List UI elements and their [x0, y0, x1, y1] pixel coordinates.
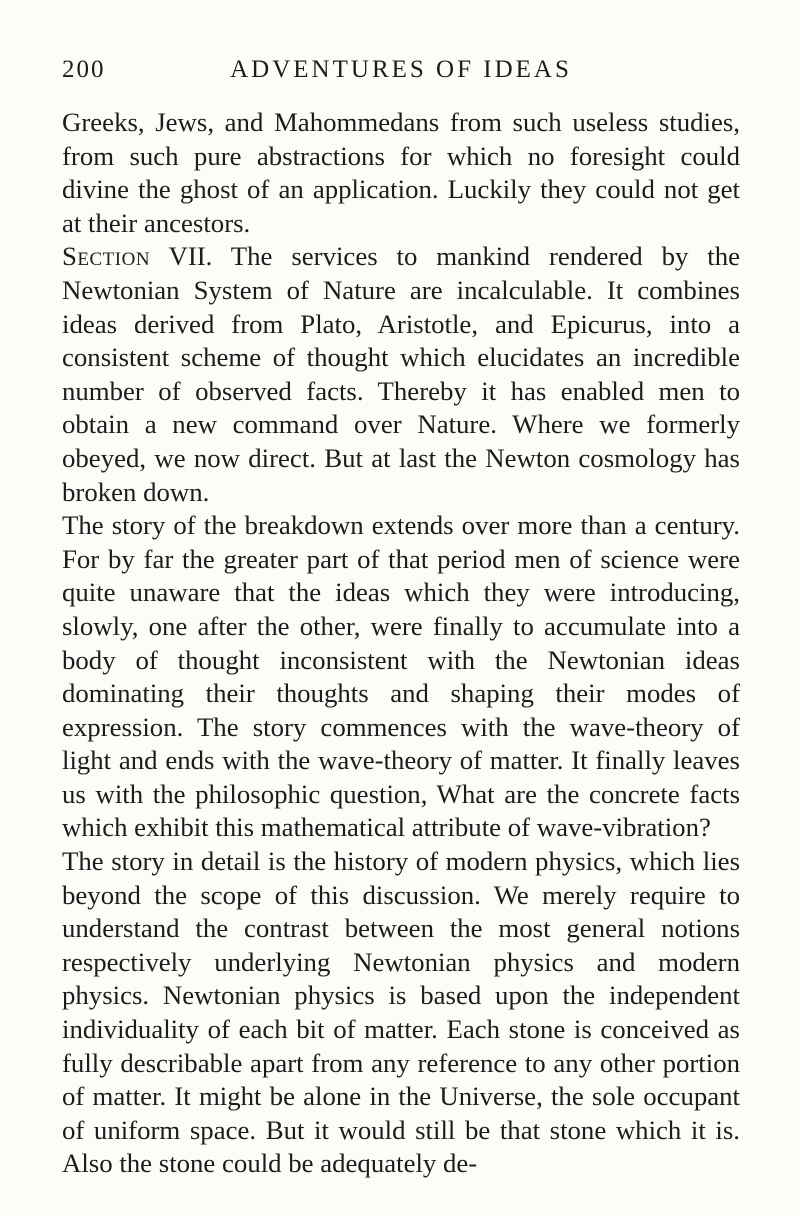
paragraph-4: [62, 845, 740, 1181]
paragraph-text: The story in detail is the history of modern physics, which lies beyond the scope of this discussion. We merely require to understand the contrast between the most general notions respectively underlying Newtonian physics and modern physics. Newtonian physics is based upon the independent individuality of each bit of matter. Each stone is conceived as fully describable apart from any reference to any other portion of matter. It might be alone in the Universe, the sole occupant of uniform space. But it would still be that stone which it is. Also the stone could be adequately de-: [62, 846, 740, 1179]
section-lead: Section: [62, 241, 151, 272]
paragraph-text: Greeks, Jews, and Mahommedans from such useless studies, from such pure abstractions for which no foresight could divine the ghost of an application. Luckily they could not get at their ancestors.: [62, 107, 740, 238]
paragraph-1: [62, 106, 740, 240]
paragraph-2: [62, 240, 740, 509]
paragraph-text: VII. The services to mankind rendered by the Newtonian System of Nature are incalculable. It combines ideas derived from Plato, Aristotle, and Epicurus, into a consistent scheme of thought which elucidates an incredible number of observed facts. Thereby it has enabled men to obtain a new command over Nature. Where we formerly obeyed, we now direct. But at last the Newton cosmology has broken down.: [62, 241, 740, 507]
body-text: [62, 106, 740, 1181]
page-number: 200: [62, 56, 106, 83]
running-head: [62, 56, 740, 96]
running-title: ADVENTURES OF IDEAS: [230, 56, 572, 83]
paragraph-3: [62, 509, 740, 845]
paragraph-text: The story of the breakdown extends over more than a century. For by far the greater part of that period men of science were quite unaware that the ideas which they were introducing, slowly, one after the other, were finally to accumulate into a body of thought inconsistent with the Newtonian ideas dominating their thoughts and shaping their modes of expression. The story commences with the wave-theory of light and ends with the wave-theory of matter. It finally leaves us with the philosophic question, What are the concrete facts which exhibit this mathematical attribute of wave-vibration?: [62, 510, 740, 843]
